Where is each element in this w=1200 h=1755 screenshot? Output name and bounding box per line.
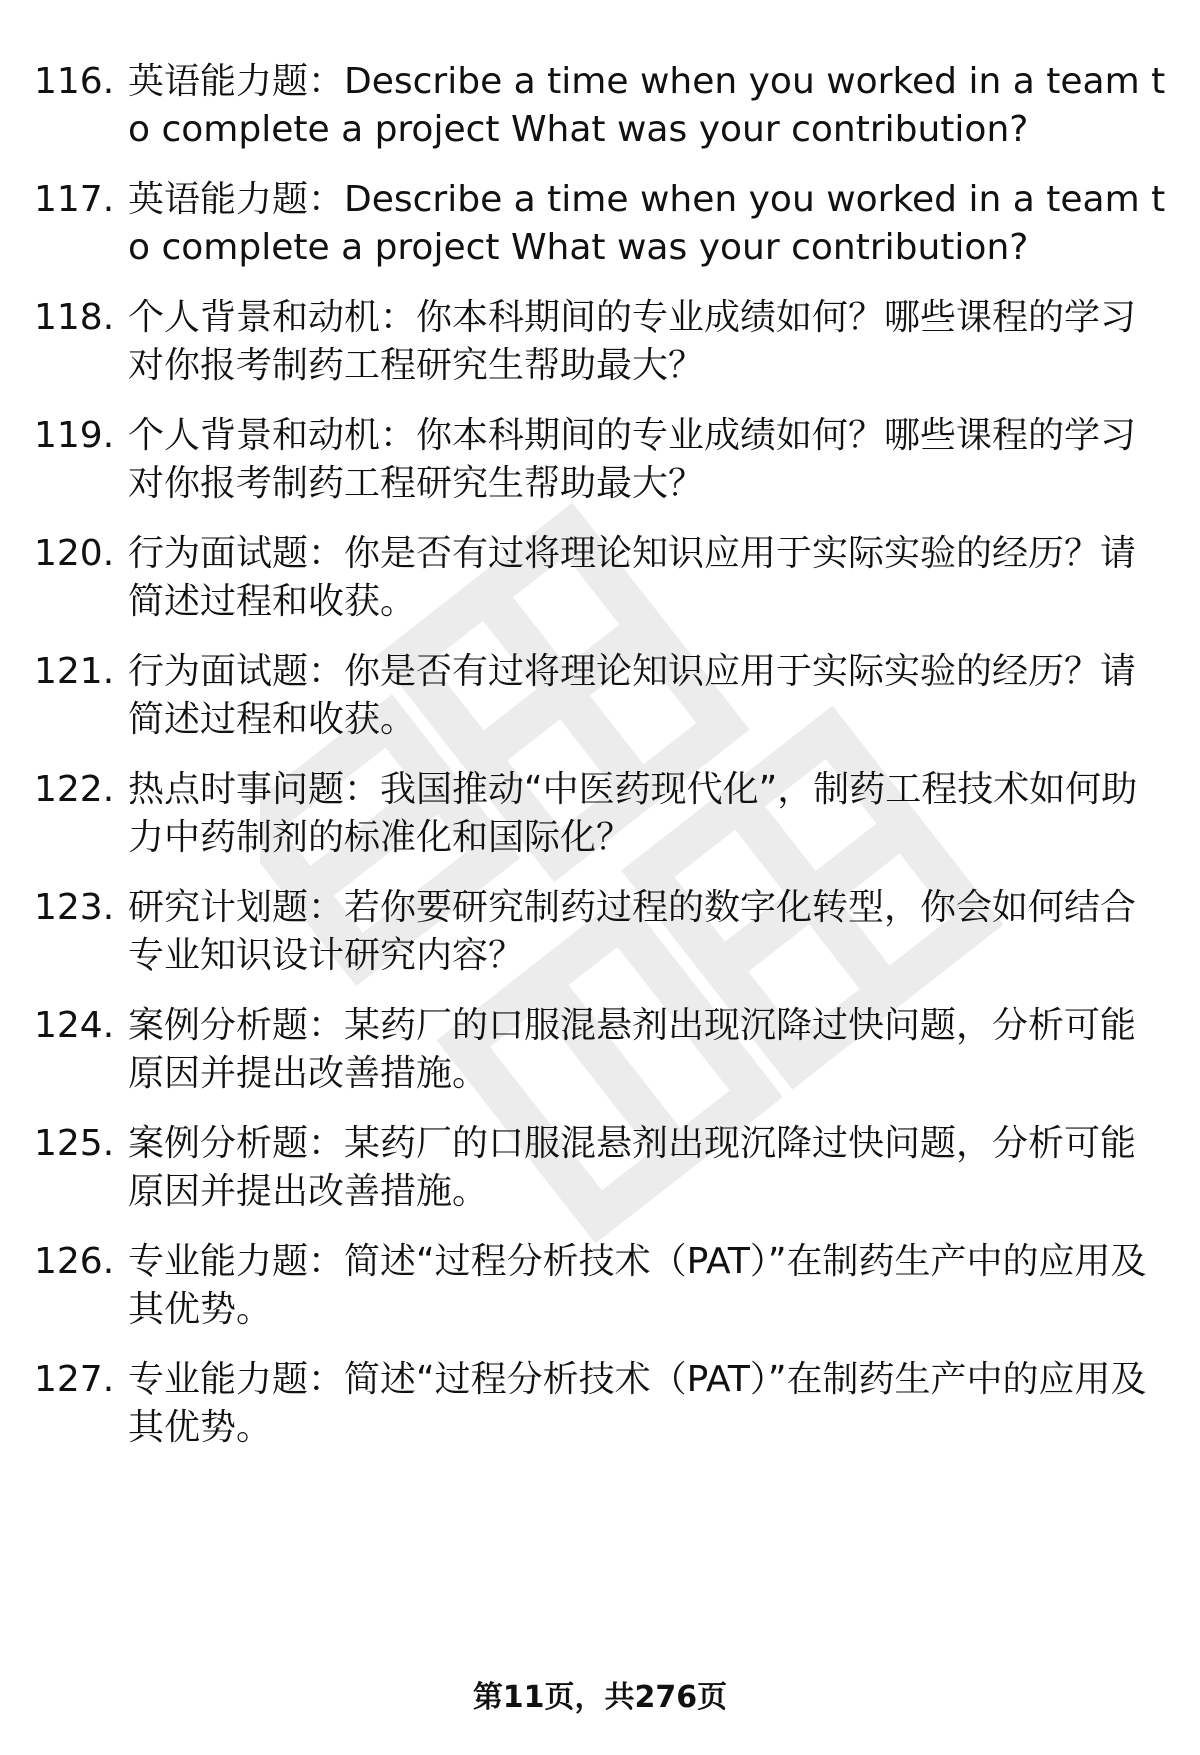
question-number: 117. — [34, 179, 115, 220]
question-item — [34, 412, 1164, 532]
question-item — [34, 648, 1164, 768]
question-number: 125. — [34, 1123, 115, 1164]
question-number: 120. — [34, 533, 115, 574]
question-text: 行为面试题：你是否有过将理论知识应用于实际实验的经历？请简述过程和收获。 — [128, 651, 1137, 740]
question-text: 专业能力题：简述“过程分析技术（PAT）”在制药生产中的应用及其优势。 — [128, 1359, 1147, 1448]
question-item — [34, 294, 1164, 414]
question-number: 118. — [34, 297, 115, 338]
question-text: 案例分析题：某药厂的口服混悬剂出现沉降过快问题，分析可能原因并提出改善措施。 — [128, 1005, 1137, 1094]
question-text: 英语能力题：Describe a time when you worked in a team to complete a project What was your contribution? — [128, 179, 1166, 268]
question-number: 122. — [34, 769, 115, 810]
question-item — [34, 1356, 1164, 1476]
page-number-footer: 第11页，共276页 — [472, 1680, 728, 1715]
question-text: 热点时事问题：我国推动“中医药现代化”，制药工程技术如何助力中药制剂的标准化和国际化？ — [128, 769, 1138, 858]
question-number: 116. — [34, 61, 115, 102]
question-item — [34, 1238, 1164, 1358]
question-number: 119. — [34, 415, 115, 456]
question-text: 行为面试题：你是否有过将理论知识应用于实际实验的经历？请简述过程和收获。 — [128, 533, 1137, 622]
question-item — [34, 766, 1164, 886]
question-text: 个人背景和动机：你本科期间的专业成绩如何？哪些课程的学习对你报考制药工程研究生帮助最大？ — [128, 297, 1137, 386]
question-text: 案例分析题：某药厂的口服混悬剂出现沉降过快问题，分析可能原因并提出改善措施。 — [128, 1123, 1137, 1212]
question-item — [34, 1120, 1164, 1240]
question-item — [34, 176, 1164, 296]
question-text: 专业能力题：简述“过程分析技术（PAT）”在制药生产中的应用及其优势。 — [128, 1241, 1147, 1330]
question-text: 英语能力题：Describe a time when you worked in a team to complete a project What was your contribution? — [128, 61, 1166, 150]
question-number: 126. — [34, 1241, 115, 1282]
question-number: 127. — [34, 1359, 115, 1400]
question-item — [34, 884, 1164, 1004]
question-text: 研究计划题：若你要研究制药过程的数字化转型，你会如何结合专业知识设计研究内容？ — [128, 887, 1137, 976]
question-item — [34, 58, 1164, 178]
question-number: 121. — [34, 651, 115, 692]
question-item — [34, 1002, 1164, 1122]
question-number: 124. — [34, 1005, 115, 1046]
question-item — [34, 530, 1164, 650]
question-text: 个人背景和动机：你本科期间的专业成绩如何？哪些课程的学习对你报考制药工程研究生帮助最大？ — [128, 415, 1137, 504]
question-number: 123. — [34, 887, 115, 928]
